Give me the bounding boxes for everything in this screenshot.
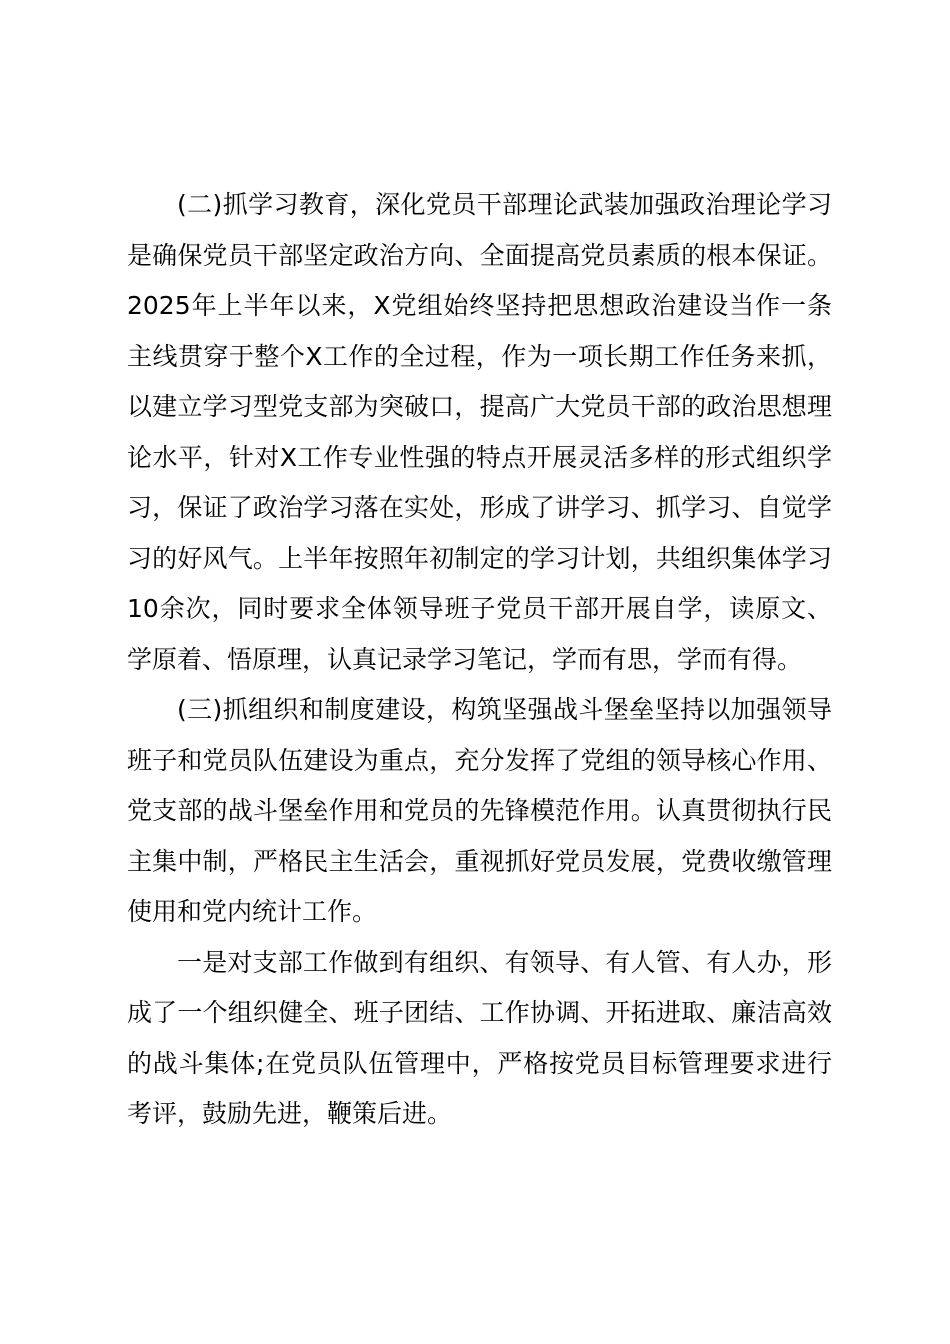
paragraph-branch-work: 一是对支部工作做到有组织、有领导、有人管、有人办，形成了一个组织健全、班子团结、工作协调、开拓进取、廉洁高效的战斗集体;在党员队伍管理中，严格按党员目标管理要求进行考评，鼓励先进，鞭策后进。 [127, 947, 832, 1128]
paragraph-study-education: (二)抓学习教育，深化党员干部理论武装加强政治理论学习是确保党员干部坚定政治方向、全面提高党员素质的根本保证。2025年上半年以来，X党组始终坚持把思想政治建设当作一条主线贯穿于整个X工作的全过程，作为一项长期工作任务来抓，以建立学习型党支部为突破口，提高广大党员干部的政治思想理论水平，针对X工作专业性强的特点开展灵活多样的形式组织学习，保证了政治学习落在实处，形成了讲学习、抓学习、自觉学习的好风气。上半年按照年初制定的学习计划，共组织集体学习10余次，同时要求全体领导班子党员干部开展自学，读原文、学原着、悟原理，认真记录学习笔记，学而有思，学而有得。 [127, 190, 832, 674]
document-body [127, 180, 832, 1140]
paragraph-organization-building: (三)抓组织和制度建设，构筑坚强战斗堡垒坚持以加强领导班子和党员队伍建设为重点，充分发挥了党组的领导核心作用、党支部的战斗堡垒作用和党员的先锋模范作用。认真贯彻执行民主集中制，严格民主生活会，重视抓好党员发展，党费收缴管理使用和党内统计工作。 [127, 695, 832, 926]
